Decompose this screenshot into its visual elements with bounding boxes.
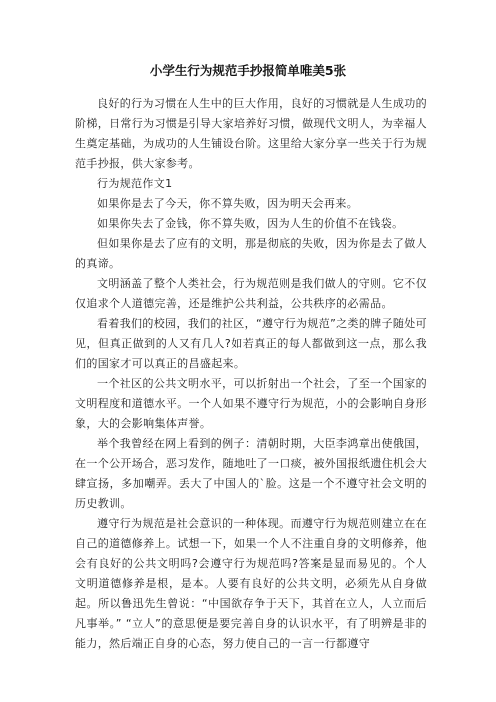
- document-body: [75, 94, 427, 654]
- section-heading: 行为规范作文1: [97, 177, 173, 190]
- paragraph: 看着我们的校园，我们的社区，“遵守行为规范”之类的牌子随处可见，但真正做到的人又有几人?如若真正的每人都做到这一点，那么我们的国家才可以真正的昌盛起来。: [75, 317, 427, 370]
- paragraph: 举个我曾经在网上看到的例子：清朝时期，大臣李鸿章出使俄国，在一个公开场合，恶习发作，随地吐了一口痰，被外国报纸遗住机会大肆宣扬，多加嘲弄。丢大了中国人的`脸。这是一个不遵守社会文明的历史教训。: [75, 437, 427, 510]
- paragraph: 如果你是去了今天，你不算失败，因为明天会再来。: [97, 197, 359, 210]
- paragraph: 如果你失去了金钱，你不算失败，因为人生的价值不在钱袋。: [97, 217, 404, 230]
- document-title: 小学生行为规范手抄报简单唯美5张: [149, 63, 347, 78]
- paragraph: 遵守行为规范是社会意识的一种体现。而遵守行为规范则建立在在自己的道德修养上。试想一下，如果一个人不注重自身的文明修养，他会有良好的公共文明吗?会遵守行为规范吗?答案是显而易见的。个人文明道德修养是根，是本。人要有良好的公共文明，必须先从自身做起。所以鲁迅先生曾说：“中国欲存争于天下，其首在立人，人立而后凡事举。” “立人”的意思便是要完善自身的认识水平，有了明辨是非的能力，然后端正自身的心态，努力使自己的一言一行都遵守: [75, 517, 427, 650]
- paragraph: 良好的行为习惯在人生中的巨大作用，良好的习惯就是人生成功的阶梯，日常行为习惯是引导大家培养好习惯，做现代文明人，为幸福人生奠定基础，为成功的人生铺设台阶。这里给大家分享一些关于行为规范手抄报，供大家参考。: [75, 97, 427, 170]
- paragraph: 一个社区的公共文明水平，可以折射出一个社会，了至一个国家的文明程度和道德水平。一个人如果不遵守行为规范，小的会影响自身形象，大的会影响集体声誉。: [75, 377, 427, 430]
- paragraph: 文明涵盖了整个人类社会，行为规范则是我们做人的守则。它不仅仅追求个人道德完善，还是维护公共利益，公共秩序的必需品。: [75, 277, 427, 310]
- paragraph: 但如果你是去了应有的文明，那是彻底的失败，因为你是去了做人的真谛。: [75, 237, 427, 270]
